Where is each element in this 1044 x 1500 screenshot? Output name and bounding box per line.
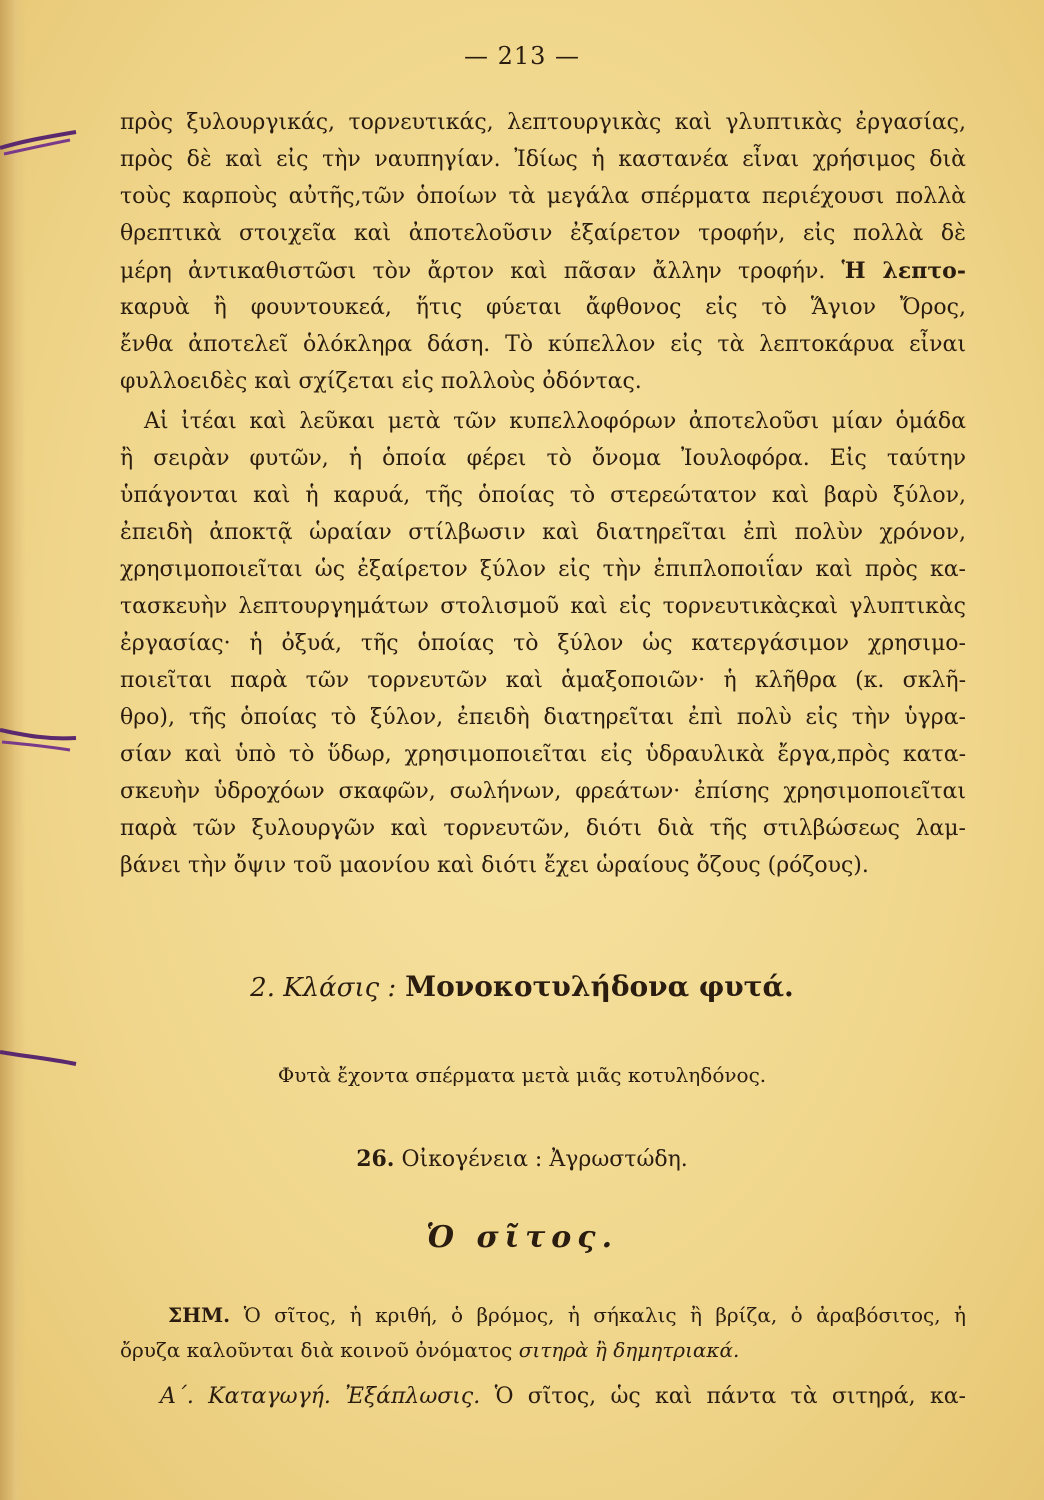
text-line: θρο), τῆς ὁποίας τὸ ξύλον, ἐπειδὴ διατηρεῖται ἐπὶ πολὺ εἰς τὴν ὑγρα-: [120, 705, 966, 730]
binding-thread-decoration: [0, 128, 78, 162]
text-line: ἔνθα ἀποτελεῖ ὁλόκληρα δάση. Τὸ κύπελλον εἰς τὰ λεπτοκάρυα εἶναι: [120, 332, 966, 357]
text-line: [160, 1380, 966, 1414]
family-name: Ἀγρωστώδη.: [549, 1147, 688, 1172]
family-heading: [0, 1146, 1044, 1172]
class-name: Μονοκοτυλήδονα φυτά.: [405, 970, 794, 1003]
text-fragment: ὄρυζα καλοῦνται διὰ κοινοῦ ὀνόματος: [120, 1338, 513, 1362]
bold-term: Ἡ λεπτο-: [841, 258, 966, 284]
text-line: ποιεῖται παρὰ τῶν τορνευτῶν καὶ ἁμαξοποιῶν· ἡ κλῆθρα (κ. σκλῆ-: [120, 668, 966, 693]
note-label: ΣΗΜ.: [168, 1303, 231, 1327]
text-line: τοὺς καρποὺς αὐτῆς,τῶν ὁποίων τὰ μεγάλα σπέρματα περιέχουσι πολλὰ: [120, 184, 966, 209]
text-line: ἢ σειρὰν φυτῶν, ἡ ὁποία φέρει τὸ ὄνομα Ἰουλοφόρα. Εἰς ταύτην: [120, 446, 966, 471]
text-line: ὑπάγονται καὶ ἡ καρυά, τῆς ὁποίας τὸ στερεώτατον καὶ βαρὺ ξύλον,: [120, 483, 966, 508]
text-line: τασκευὴν λεπτουργημάτων στολισμοῦ καὶ εἰς τορνευτικὰςκαὶ γλυπτικὰς: [120, 594, 966, 619]
class-label: 2. Κλάσις :: [250, 973, 397, 1003]
family-label: Οἰκογένεια :: [401, 1147, 543, 1172]
text-fragment: μέρη ἀντικαθιστῶσι τὸν ἄρτον καὶ πᾶσαν ἄλλην τροφήν.: [120, 259, 826, 284]
text-line: σίαν καὶ ὑπὸ τὸ ὕδωρ, χρησιμοποιεῖται εἰς ὑδραυλικὰ ἔργα,πρὸς κατα-: [120, 742, 966, 767]
text-line: ἐργασίας· ἡ ὀξυά, τῆς ὁποίας τὸ ξύλον ὡς κατεργάσιμον χρησιμο-: [120, 631, 966, 656]
text-line: παρὰ τῶν ξυλουργῶν καὶ τορνευτῶν, διότι διὰ τῆς στιλβώσεως λαμ-: [120, 816, 966, 841]
section-title: Ὁ σῖτος.: [425, 1220, 619, 1255]
text-line: πρὸς ξυλουργικάς, τορνευτικάς, λεπτουργικὰς καὶ γλυπτικὰς ἐργασίας,: [120, 110, 966, 135]
text-line: σκευὴν ὑδροχόων σκαφῶν, σωλήνων, φρεάτων· ἐπίσης χρησιμοποιεῖται: [120, 779, 966, 804]
text-line: [120, 254, 966, 288]
binding-thread-decoration: [0, 720, 78, 754]
text-fragment: Ὁ σῖτος, ἡ κριθή, ὁ βρόμος, ἡ σήκαλις ἢ βρίζα, ὁ ἀραβόσιτος, ἡ: [243, 1303, 967, 1327]
text-line: Αἱ ἰτέαι καὶ λεῦκαι μετὰ τῶν κυπελλοφόρων ἀποτελοῦσι μίαν ὁμάδα: [144, 409, 966, 434]
page-number: — 213 —: [463, 42, 581, 70]
text-line: [120, 1333, 966, 1367]
text-line: [168, 1298, 966, 1332]
text-fragment: Ὁ σῖτος, ὡς καὶ πάντα τὰ σιτηρά, κα-: [494, 1384, 966, 1409]
text-line: θρεπτικὰ στοιχεῖα καὶ ἀποτελοῦσιν ἐξαίρετον τροφήν, εἰς πολλὰ δὲ: [120, 221, 966, 246]
text-line: φυλλοειδὲς καὶ σχίζεται εἰς πολλοὺς ὀδόντας.: [120, 369, 642, 394]
class-heading: [0, 970, 1044, 1003]
text-line: ἐπειδὴ ἀποκτᾷ ὡραίαν στίλβωσιν καὶ διατηρεῖται ἐπὶ πολὺν χρόνον,: [120, 520, 966, 545]
text-line: χρησιμοποιεῖται ὡς ἐξαίρετον ξύλον εἰς τὴν ἐπιπλοποιΐαν καὶ πρὸς κα-: [120, 557, 966, 582]
text-line: πρὸς δὲ καὶ εἰς τὴν ναυπηγίαν. Ἰδίως ἡ καστανέα εἶναι χρήσιμος διὰ: [120, 147, 966, 172]
family-number: 26.: [356, 1146, 395, 1172]
text-line: καρυὰ ἢ φουντουκεά, ἥτις φύεται ἄφθονος εἰς τὸ Ἅγιον Ὄρος,: [120, 295, 966, 320]
class-subtitle: Φυτὰ ἔχοντα σπέρματα μετὰ μιᾶς κοτυληδόνος.: [277, 1063, 767, 1087]
text-line: βάνει τὴν ὄψιν τοῦ μαονίου καὶ διότι ἔχει ὡραίους ὄζους (ρόζους).: [120, 853, 869, 878]
subsection-label: Α΄. Καταγωγή. Ἐξάπλωσις.: [160, 1384, 481, 1409]
italic-term: σιτηρὰ ἢ δημητριακά.: [518, 1338, 740, 1362]
